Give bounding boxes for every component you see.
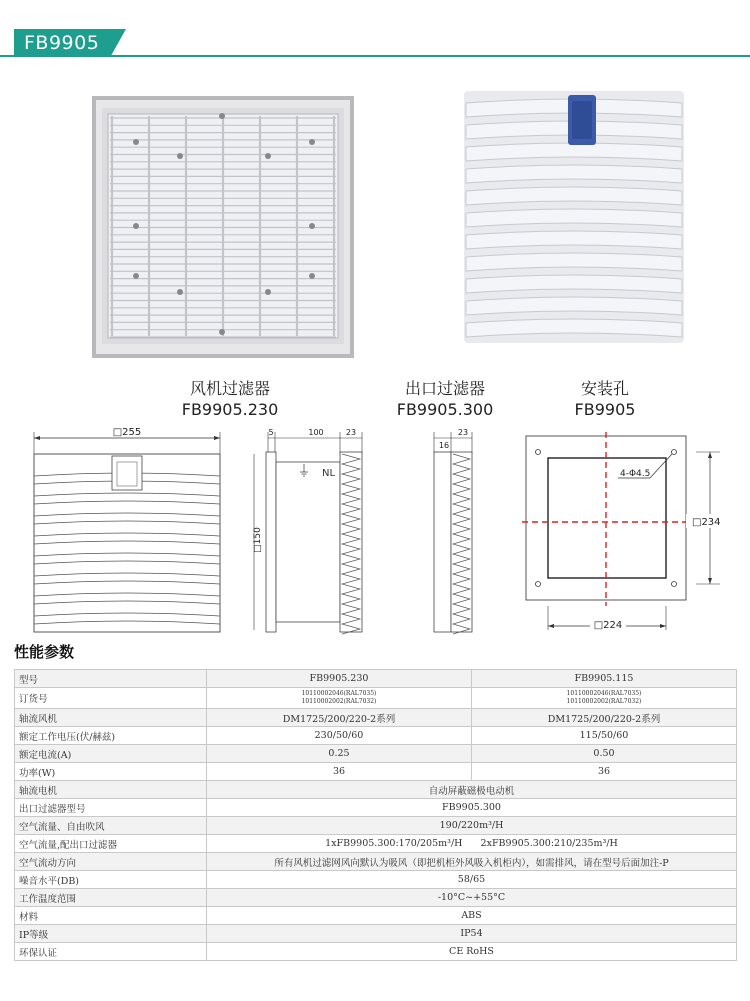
outlet-side-drawing [418,424,478,636]
spec-value: -10°C~+55°C [207,889,737,907]
side-height-dim: □150 [253,527,263,553]
fan-filter-back-photo [92,96,354,358]
spec-key: 空气流量,配出口过滤器 [15,835,207,853]
spec-value: 所有风机过滤网风向默认为吸风（即把机柜外风吸入机柜内），如需排风，请在型号后面加注-P [207,853,737,871]
cutout-width-dim: □224 [593,620,623,631]
side-offset-dim: 5 [268,428,274,437]
outlet-filter-model: FB9905.300 [396,400,494,419]
cutout-drawing [520,430,724,634]
spec-value [207,688,472,709]
order-no-a: 10110002046(RAL7035) [301,690,377,697]
spec-value: CE RoHS [207,943,737,961]
side-depth-dim: 100 [308,428,324,437]
order-no-b: 10110002002(RAL7032) [301,698,377,705]
spec-value: FB9905.300 [207,799,737,817]
fan-filter-name: 风机过滤器 [189,379,270,398]
outlet-depth-dim: 16 [438,441,450,450]
mounting-hole-name: 安装孔 [580,379,629,398]
mounting-hole-label [545,378,665,420]
front-view-drawing [24,424,232,636]
spec-key: IP等级 [15,925,207,943]
spec-key: 功率(W) [15,763,207,781]
order-no-a: 10110002046(RAL7035) [566,690,642,697]
mounting-hole-model: FB9905 [574,400,636,419]
spec-value: 58/65 [207,871,737,889]
spec-key: 噪音水平(DB) [15,871,207,889]
spec-key: 型号 [15,670,207,688]
spec-value: DM1725/200/220-2系列 [471,709,736,727]
outlet-filter-label [375,378,515,420]
spec-value: 0.25 [207,745,472,763]
spec-value: 190/220m³/H [207,817,737,835]
spec-key: 额定工作电压(伏/赫兹) [15,727,207,745]
outlet-filter-name: 出口过滤器 [404,379,485,398]
spec-value: DM1725/200/220-2系列 [207,709,472,727]
page-header [0,29,750,59]
spec-key: 空气流动方向 [15,853,207,871]
spec-value [471,688,736,709]
spec-key: 出口过滤器型号 [15,799,207,817]
specs-title: 性能参数 [14,643,75,661]
spec-value: 115/50/60 [471,727,736,745]
spec-value: FB9905.230 [207,670,472,688]
fan-filter-model: FB9905.230 [181,400,279,419]
fan-filter-front-photo [458,87,690,347]
page-title: FB9905 [24,32,100,54]
side-view-drawing [244,424,370,636]
spec-key: 环保认证 [15,943,207,961]
spec-value: 36 [471,763,736,781]
spec-value: 0.50 [471,745,736,763]
nl-symbol: NL [322,468,336,479]
order-no-b: 10110002002(RAL7032) [566,698,642,705]
spec-key: 订货号 [15,688,207,709]
fan-filter-label [160,378,300,420]
spec-value: FB9905.115 [471,670,736,688]
spec-value: 230/50/60 [207,727,472,745]
specs-table [14,669,737,961]
hole-label: 4-Φ4.5 [620,469,651,479]
side-edge-dim: 23 [345,428,357,437]
spec-key: 空气流量、自由吹风 [15,817,207,835]
spec-value: 36 [207,763,472,781]
spec-value: ABS [207,907,737,925]
outlet-edge-dim: 23 [457,428,469,437]
spec-value: 自动屏蔽磁极电动机 [207,781,737,799]
spec-key: 额定电流(A) [15,745,207,763]
front-width-dim: □255 [112,427,142,438]
spec-key: 材料 [15,907,207,925]
spec-key: 轴流电机 [15,781,207,799]
cutout-height-dim: □234 [692,517,721,528]
spec-key: 轴流风机 [15,709,207,727]
spec-key: 工作温度范围 [15,889,207,907]
spec-value: IP54 [207,925,737,943]
spec-value: 1xFB9905.300:170/205m³/H 2xFB9905.300:210/235m³/H [207,835,737,853]
header-line [0,55,750,57]
